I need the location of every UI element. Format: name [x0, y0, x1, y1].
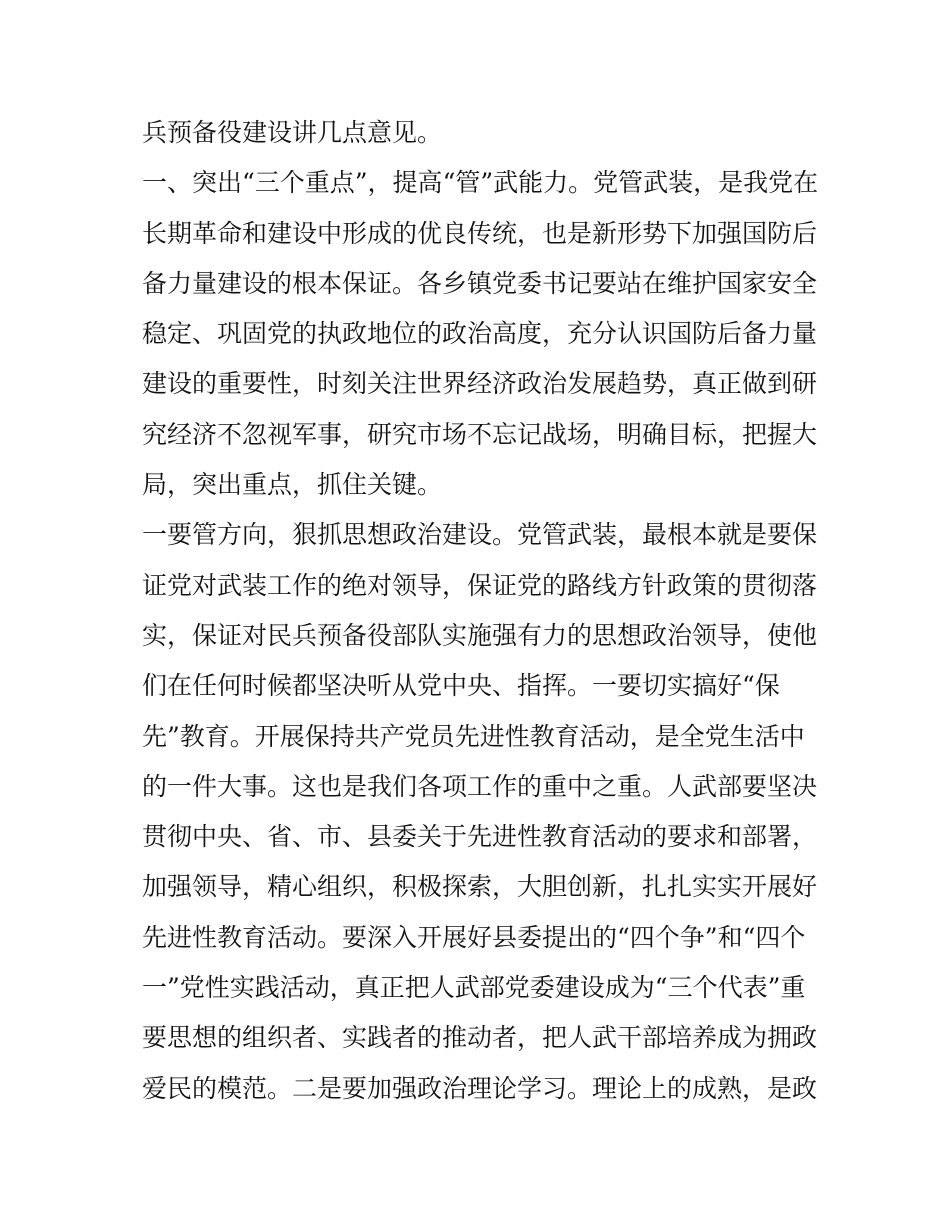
- text-line: 爱民的模范。二是要加强政治理论学习。理论上的成熟，是政: [142, 1073, 818, 1103]
- text-line: 一要管方向，狠抓思想政治建设。党管武装，最根本就是要保: [142, 520, 818, 550]
- text-line: 局，突出重点，抓住关键。: [142, 470, 443, 500]
- text-line: 究经济不忽视军事，研究市场不忘记战场，明确目标，把握大: [142, 419, 818, 449]
- text-line: 要思想的组织者、实践者的推动者，把人武干部培养成为拥政: [142, 1023, 818, 1053]
- text-line: 实，保证对民兵预备役部队实施强有力的思想政治领导，使他: [142, 620, 818, 650]
- text-line: 的一件大事。这也是我们各项工作的重中之重。人武部要坚决: [142, 771, 818, 801]
- body-text: [142, 108, 822, 1114]
- text-line: 长期革命和建设中形成的优良传统，也是新形势下加强国防后: [142, 218, 818, 248]
- text-line: 备力量建设的根本保证。各乡镇党委书记要站在维护国家安全: [142, 268, 818, 298]
- text-line: 们在任何时候都坚决听从党中央、指挥。一要切实搞好“保: [142, 671, 780, 701]
- text-line: 一”党性实践活动，真正把人武部党委建设成为“三个代表”重: [142, 973, 806, 1003]
- text-line: 加强领导，精心组织，积极探索，大胆创新，扎扎实实开展好: [142, 872, 818, 902]
- text-line: 建设的重要性，时刻关注世界经济政治发展趋势，真正做到研: [142, 369, 818, 399]
- text-line: 证党对武装工作的绝对领导，保证党的路线方针政策的贯彻落: [142, 570, 818, 600]
- text-line: 贯彻中央、省、市、县委关于先进性教育活动的要求和部署，: [142, 822, 818, 852]
- text-line: 兵预备役建设讲几点意见。: [142, 118, 443, 147]
- text-line: 稳定、巩固党的执政地位的政治高度，充分认识国防后备力量: [142, 319, 818, 349]
- text-line: 先”教育。开展保持共产党员先进性教育活动，是全党生活中: [142, 721, 805, 751]
- text-line: 一、突出“三个重点”，提高“管”武能力。党管武装，是我党在: [142, 168, 819, 198]
- text-line: 先进性教育活动。要深入开展好县委提出的“四个争”和“四个: [142, 922, 806, 952]
